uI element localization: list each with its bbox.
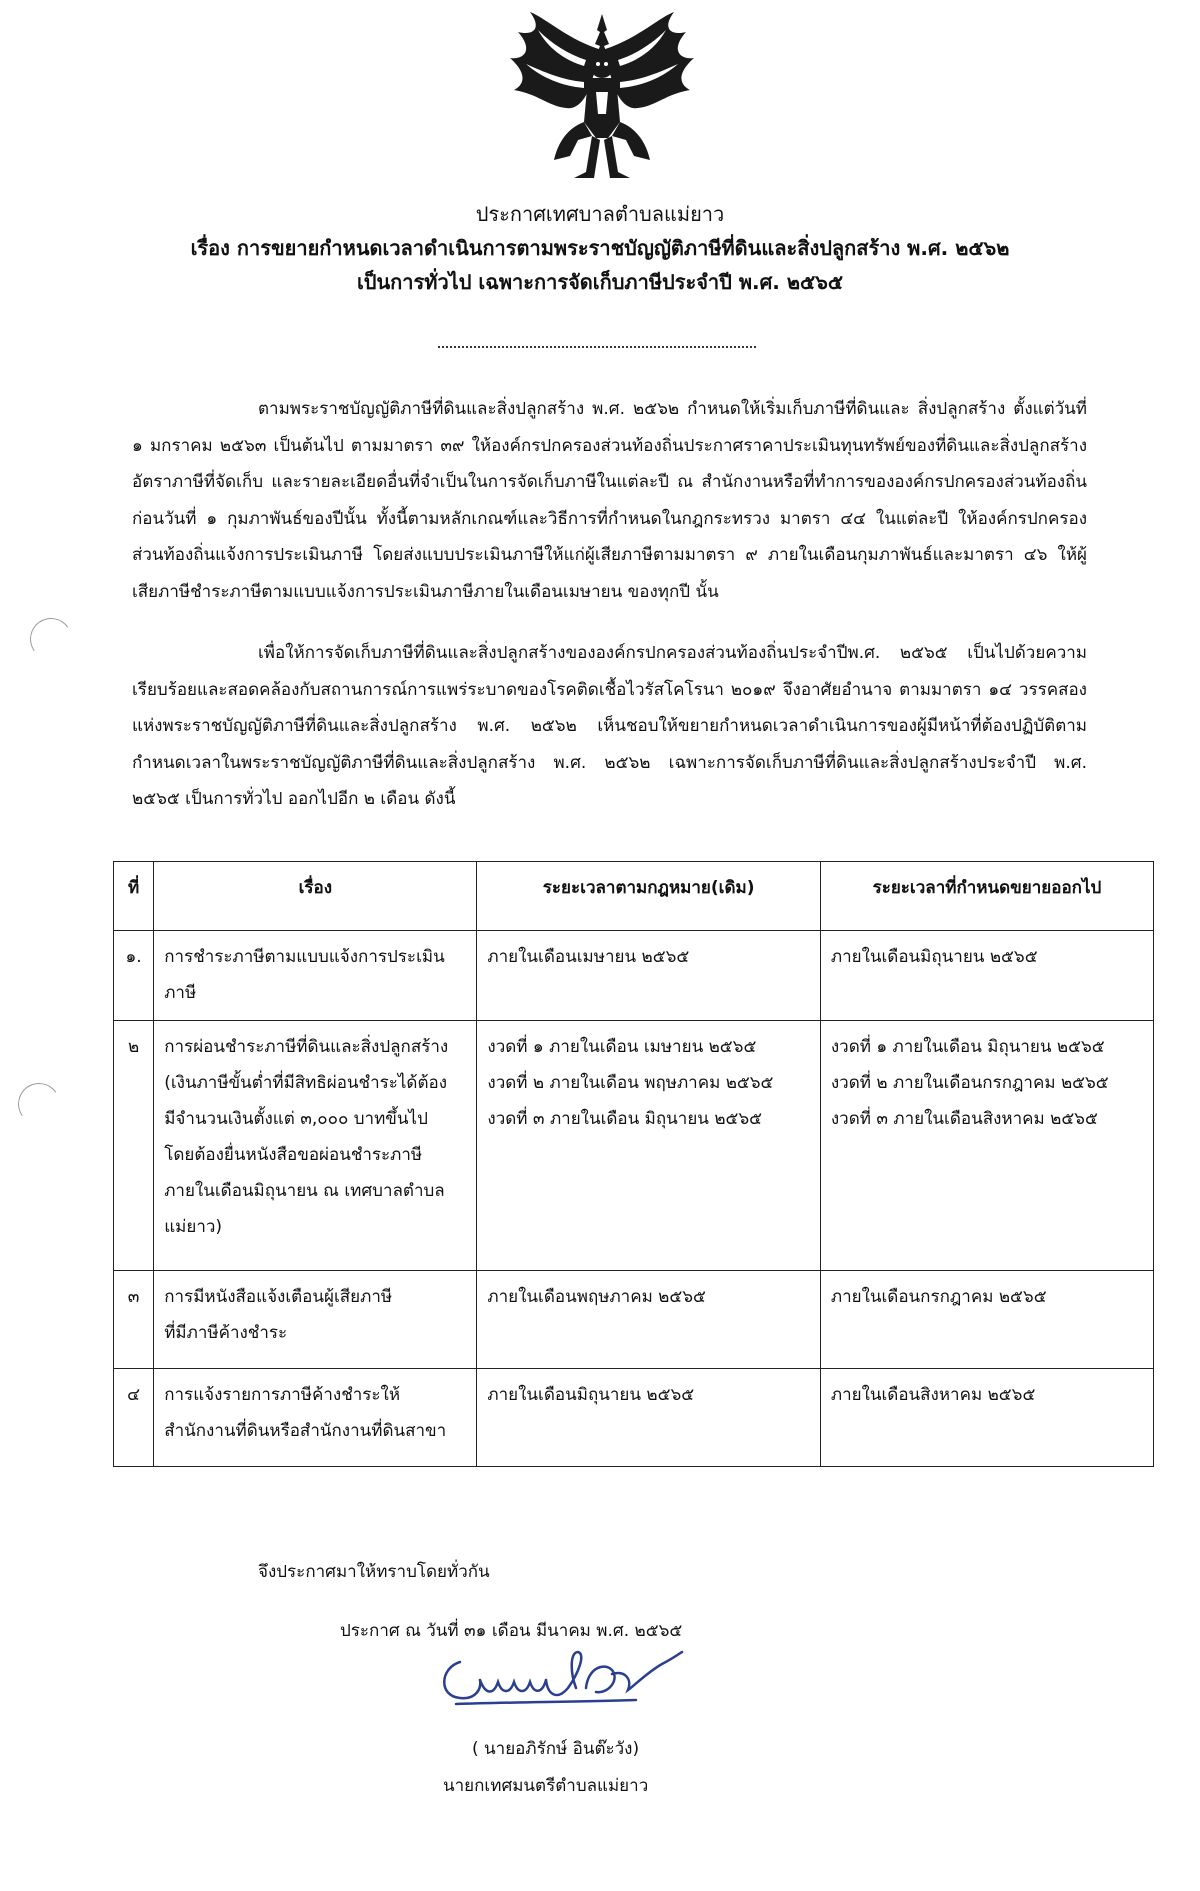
subject-line: การชำระภาษีตามแบบแจ้งการประเมิน <box>164 947 445 967</box>
subject-line: การมีหนังสือแจ้งเตือนผู้เสียภาษี <box>164 1287 393 1307</box>
closing-notice: จึงประกาศมาให้ทราบโดยทั่วกัน <box>258 1562 490 1582</box>
paragraph-2-text: เพื่อให้การจัดเก็บภาษีที่ดินและสิ่งปลูกสร้างขององค์กรปกครองส่วนท้องถิ่นประจำปีพ.ศ. ๒๕๖๕ เป็นไปด้วยความเรียบร้อยและสอดคล้องกับสถานการณ์การแพร่ระบาดของโรคติดเชื้อไวรัสโคโรนา ๒๐๑๙ จึงอาศัยอำนาจ ตามมาตรา ๑๔ วรรคสอง แห่งพระราชบัญญัติภาษีที่ดินและสิ่งปลูกสร้าง พ.ศ. ๒๕๖๒ เห็นชอบให้ขยายกำหนดเวลาดำเนินการของผู้มีหน้าที่ต้องปฏิบัติตามกำหนดเวลาในพระราชบัญญัติภาษีที่ดินและสิ่งปลูกสร้าง พ.ศ. ๒๕๖๒ เฉพาะการจัดเก็บภาษีที่ดินและสิ่งปลูกสร้างประจำปี พ.ศ. ๒๕๖๕ เป็นการทั่วไป ออกไปอีก ๒ เดือน ดังนี้ <box>132 643 1087 809</box>
row-extended <box>820 1369 1153 1467</box>
punch-hole-mark <box>27 615 76 664</box>
table-row <box>114 1271 1154 1369</box>
original-line: งวดที่ ๑ ภายในเดือน เมษายน ๒๕๖๕ <box>487 1037 757 1057</box>
subject-line: แม่ยาว) <box>164 1217 223 1237</box>
row-original <box>477 1369 820 1467</box>
row-extended <box>820 1021 1153 1271</box>
row-no: ๑. <box>114 931 154 1021</box>
extended-line: ภายในเดือนกรกฎาคม ๒๕๖๕ <box>830 1287 1047 1307</box>
subject-line: สำนักงานที่ดินหรือสำนักงานที่ดินสาขา <box>164 1421 447 1441</box>
table-row <box>114 1021 1154 1271</box>
garuda-emblem-icon <box>508 10 696 182</box>
extended-line: งวดที่ ๓ ภายในเดือนสิงหาคม ๒๕๖๕ <box>830 1109 1098 1129</box>
table-row <box>114 931 1154 1021</box>
row-original <box>477 931 820 1021</box>
row-no: ๒ <box>114 1021 154 1271</box>
subject-line: ที่มีภาษีค้างชำระ <box>164 1323 288 1343</box>
header-extended-period: ระยะเวลาที่กำหนดขยายออกไป <box>820 862 1153 931</box>
row-original <box>477 1271 820 1369</box>
extended-line: งวดที่ ๑ ภายในเดือน มิถุนายน ๒๕๖๕ <box>830 1037 1105 1057</box>
extended-line: ภายในเดือนมิถุนายน ๒๕๖๕ <box>830 947 1038 967</box>
extension-table <box>113 861 1154 1467</box>
subject-line: ภาษี <box>164 983 197 1003</box>
punch-hole-mark <box>15 1080 64 1129</box>
subject-line: โดยต้องยื่นหนังสือขอผ่อนชำระภาษี <box>164 1145 423 1165</box>
paragraph-2 <box>132 635 1087 818</box>
signer-title: นายกเทศมนตรีตำบลแม่ยาว <box>443 1776 649 1796</box>
subject-line: ภายในเดือนมิถุนายน ณ เทศบาลตำบล <box>164 1181 445 1201</box>
original-line: ภายในเดือนเมษายน ๒๕๖๕ <box>487 947 690 967</box>
row-extended <box>820 931 1153 1021</box>
signature-mark <box>436 1644 696 1714</box>
signer-name: ( นายอภิรักษ์ อินต๊ะวัง) <box>472 1739 640 1759</box>
header-no: ที่ <box>114 862 154 931</box>
subject-line: การแจ้งรายการภาษีค้างชำระให้ <box>164 1385 401 1405</box>
row-no: ๓ <box>114 1271 154 1369</box>
row-subject <box>154 931 477 1021</box>
paragraph-1-text: ตามพระราชบัญญัติภาษีที่ดินและสิ่งปลูกสร้าง พ.ศ. ๒๕๖๒ กำหนดให้เริ่มเก็บภาษีที่ดินและ สิ่งปลูกสร้าง ตั้งแต่วันที่ ๑ มกราคม ๒๕๖๓ เป็นต้นไป ตามมาตรา ๓๙ ให้องค์กรปกครองส่วนท้องถิ่นประกาศราคาประเมินทุนทรัพย์ของที่ดินและสิ่งปลูกสร้าง อัตราภาษีที่จัดเก็บ และรายละเอียดอื่นที่จำเป็นในการจัดเก็บภาษีในแต่ละปี ณ สำนักงานหรือที่ทำการขององค์กรปกครองส่วนท้องถิ่นก่อนวันที่ ๑ กุมภาพันธ์ของปีนั้น ทั้งนี้ตามหลักเกณฑ์และวิธีการที่กำหนดในกฎกระทรวง มาตรา ๔๔ ในแต่ละปี ให้องค์กรปกครองส่วนท้องถิ่นแจ้งการประเมินภาษี โดยส่งแบบประเมินภาษีให้แก่ผู้เสียภาษีตามมาตรา ๙ ภายในเดือนกุมภาพันธ์และมาตรา ๔๖ ให้ผู้เสียภาษีชำระภาษีตามแบบแจ้งการประเมินภาษีภายในเดือนเมษายน ของทุกปี นั้น <box>132 399 1087 602</box>
subject-line: มีจำนวนเงินตั้งแต่ ๓,๐๐๐ บาทขึ้นไป <box>164 1109 428 1129</box>
extended-line: ภายในเดือนสิงหาคม ๒๕๖๕ <box>830 1385 1036 1405</box>
row-subject <box>154 1271 477 1369</box>
row-subject <box>154 1021 477 1271</box>
dotted-divider <box>438 346 756 348</box>
row-extended <box>820 1271 1153 1369</box>
header-original-period: ระยะเวลาตามกฎหมาย(เดิม) <box>477 862 820 931</box>
row-no: ๔ <box>114 1369 154 1467</box>
original-line: ภายในเดือนพฤษภาคม ๒๕๖๕ <box>487 1287 706 1307</box>
original-line: งวดที่ ๒ ภายในเดือน พฤษภาคม ๒๕๖๕ <box>487 1073 774 1093</box>
subject-line: (เงินภาษีขั้นต่ำที่มีสิทธิผ่อนชำระได้ต้อง <box>164 1073 448 1093</box>
announcement-date: ประกาศ ณ วันที่ ๓๑ เดือน มีนาคม พ.ศ. ๒๕๖๕ <box>340 1621 683 1641</box>
announcement-header <box>0 197 1200 299</box>
table-header-row <box>114 862 1154 931</box>
issuer-title: ประกาศเทศบาลตำบลแม่ยาว <box>475 202 725 226</box>
table-row <box>114 1369 1154 1467</box>
extended-line: งวดที่ ๒ ภายในเดือนกรกฎาคม ๒๕๖๕ <box>830 1073 1109 1093</box>
paragraph-1 <box>132 391 1087 610</box>
row-original <box>477 1021 820 1271</box>
row-subject <box>154 1369 477 1467</box>
original-line: ภายในเดือนมิถุนายน ๒๕๖๕ <box>487 1385 695 1405</box>
subject-title: เรื่อง การขยายกำหนดเวลาดำเนินการตามพระราชบัญญัติภาษีที่ดินและสิ่งปลูกสร้าง พ.ศ. ๒๕๖๒ <box>190 236 1010 260</box>
subject-subtitle: เป็นการทั่วไป เฉพาะการจัดเก็บภาษีประจำปี พ.ศ. ๒๕๖๕ <box>356 270 844 294</box>
header-subject: เรื่อง <box>154 862 477 931</box>
original-line: งวดที่ ๓ ภายในเดือน มิถุนายน ๒๕๖๕ <box>487 1109 763 1129</box>
subject-line: การผ่อนชำระภาษีที่ดินและสิ่งปลูกสร้าง <box>164 1037 449 1057</box>
